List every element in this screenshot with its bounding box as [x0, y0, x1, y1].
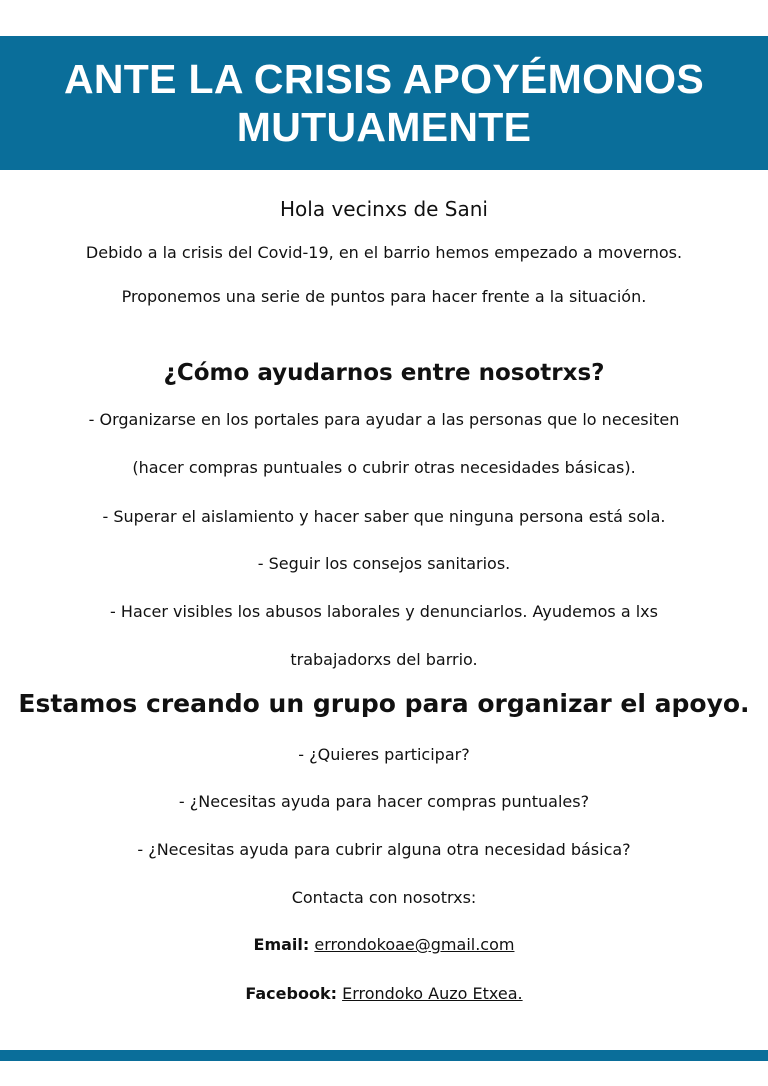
title-line-1: ANTE LA CRISIS APOYÉMONOS	[63, 56, 705, 102]
list-item: - Hacer visibles los abusos laborales y denunciarlos. Ayudemos a lxs	[110, 602, 658, 621]
intro-paragraph-2: Proponemos una serie de puntos para hacer frente a la situación.	[121, 287, 647, 306]
list-item: - Organizarse en los portales para ayudar a las personas que lo necesiten	[88, 410, 680, 429]
list-item: - Superar el aislamiento y hacer saber que ninguna persona está sola.	[102, 507, 666, 526]
title-line-2: MUTUAMENTE	[236, 104, 532, 150]
greeting: Hola vecinxs de Sani	[280, 197, 488, 221]
contact-intro: Contacta con nosotrxs:	[291, 888, 477, 907]
email-row	[0, 935, 768, 955]
footer-bar	[0, 1050, 768, 1061]
list-item: - ¿Quieres participar?	[298, 745, 470, 764]
list-item: (hacer compras puntuales o cubrir otras necesidades básicas).	[132, 458, 636, 477]
email-link[interactable]: errondokoae@gmail.com	[314, 935, 515, 954]
facebook-row	[0, 984, 768, 1004]
list-item: - ¿Necesitas ayuda para cubrir alguna otra necesidad básica?	[137, 840, 631, 859]
facebook-label: Facebook:	[245, 984, 337, 1003]
section-heading-group: Estamos creando un grupo para organizar el apoyo.	[18, 689, 750, 718]
list-item: - ¿Necesitas ayuda para hacer compras puntuales?	[178, 792, 590, 811]
list-item: trabajadorxs del barrio.	[290, 650, 478, 669]
list-item: - Seguir los consejos sanitarios.	[257, 554, 511, 573]
section-heading-help: ¿Cómo ayudarnos entre nosotrxs?	[163, 360, 605, 386]
email-label: Email:	[253, 935, 310, 954]
facebook-link[interactable]: Errondoko Auzo Etxea.	[342, 984, 523, 1003]
intro-paragraph-1: Debido a la crisis del Covid-19, en el barrio hemos empezado a movernos.	[85, 243, 683, 262]
